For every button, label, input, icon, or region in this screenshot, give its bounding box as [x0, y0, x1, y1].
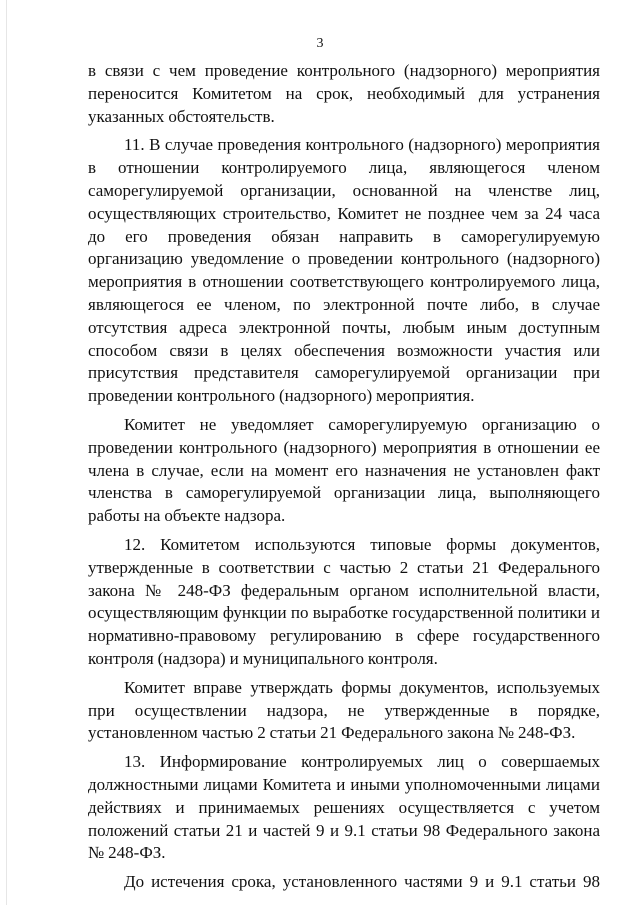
- document-body: [88, 60, 600, 894]
- page-number: 3: [316, 36, 324, 51]
- paragraph-item-12: 12. Комитетом используются типовые формы документов, утвержденные в соответствии с частью 2 статьи 21 Федерального закона № 248-ФЗ федеральным органом исполнительной власти, осуществляющим функции по выработке государственной политики и нормативно-правовому регулированию в сфере государственного контроля (надзора) и муниципального контроля.: [88, 534, 600, 668]
- paragraph-forms-approval: Комитет вправе утверждать формы документов, используемых при осуществлении надзора, не утвержденные в порядке, установленном частью 2 статьи 21 Федерального закона № 248-ФЗ.: [88, 677, 600, 743]
- paragraph-item-11: 11. В случае проведения контрольного (надзорного) мероприятия в отношении контролируемого лица, являющегося членом саморегулируемой организации, основанной на членстве лиц, осуществляющих строительство, Комитет не позднее чем за 24 часа до его проведения обязан направить в саморегулируемую организацию уведомление о проведении контрольного (надзорного) мероприятия в отношении соответствующего контролируемого лица, являющегося ее членом, по электронной почте либо, в случае отсутствия адреса электронной почты, любым иным доступным способом связи в целях обеспечения возможности участия или присутствия представителя саморегулируемой организации при проведении контрольного (надзорного) мероприятия.: [88, 135, 600, 406]
- paragraph-item-13: 13. Информирование контролируемых лиц о совершаемых должностными лицами Комитета и иными уполномоченными лицами действиях и принимаемых решениях осуществляется с учетом положений статьи 21 и частей 9 и 9.1 статьи 98 Федерального закона № 248-ФЗ.: [88, 752, 600, 863]
- paragraph-deadline: До истечения срока, установленного частями 9 и 9.1 статьи 98: [124, 872, 600, 892]
- paragraph-continuation: в связи с чем проведение контрольного (надзорного) мероприятия переносится Комитетом на срок, необходимый для устранения указанных обстоятельств.: [88, 61, 600, 126]
- scan-edge: [6, 0, 7, 905]
- paragraph-notification-exception: Комитет не уведомляет саморегулируемую организацию о проведении контрольного (надзорного) мероприятия в отношении ее члена в случае, если на момент его назначения не установлен факт членства в саморегулируемой организации лица, выполняющего работы на объекте надзора.: [88, 414, 600, 526]
